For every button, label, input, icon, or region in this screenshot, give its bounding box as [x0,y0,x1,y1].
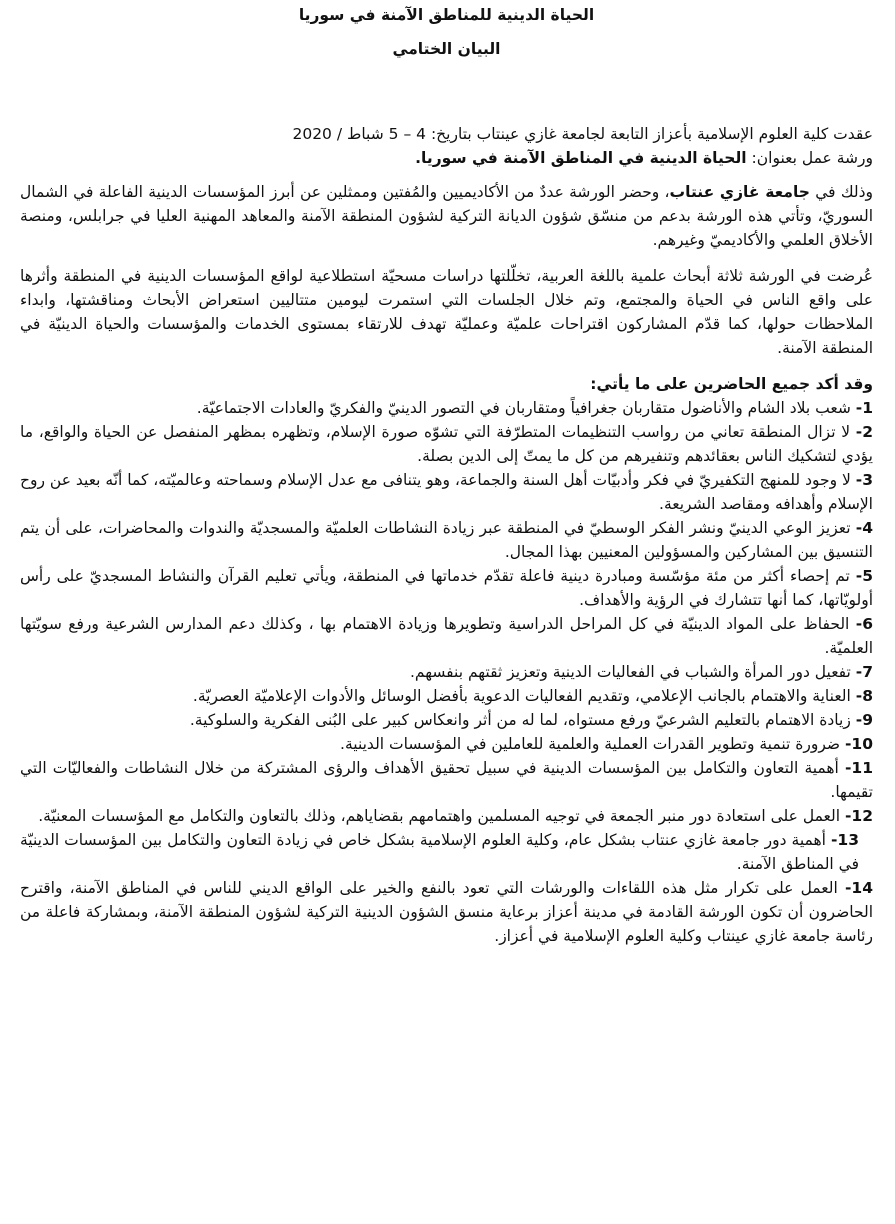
item-number: 1- [855,399,873,417]
item-number: 3- [855,471,873,489]
item-number: 6- [855,615,873,633]
item-number: 12- [844,807,873,825]
item-text: أهمية دور جامعة غازي عنتاب بشكل عام، وكلية العلوم الإسلامية بشكل خاص في زيادة التعاون والتكامل بين المؤسسات الدينيّة في المناطق الآمنة. [20,831,859,873]
list-item [20,804,873,828]
item-text: تعزيز الوعي الدينيّ ونشر الفكر الوسطيّ في المنطقة عبر زيادة النشاطات العلميّة والمسجديّة والندوات والمحاضرات، على أن يتم التنسيق بين المشاركين والمسؤولين المعنيين بهذا المجال. [20,519,873,561]
list-item [20,564,873,612]
document-title: الحياة الدينية للمناطق الآمنة في سوريا [298,6,595,24]
list-item [20,612,873,660]
item-number: 7- [855,663,873,681]
item-number: 8- [855,687,873,705]
list-item [20,684,873,708]
list-item [20,756,873,804]
item-text: ضرورة تنمية وتطوير القدرات العملية والعلمية للعاملين في المؤسسات الدينية. [340,735,845,753]
list-item [20,516,873,564]
item-number: 9- [855,711,873,729]
item-number: 13- [830,831,859,849]
item-text: الحفاظ على المواد الدينيّة في كل المراحل الدراسية وتطويرها وزيادة الاهتمام بها ، وكذلك دعم المدارس الشرعية ورفع سويّتها العلميّة. [20,615,873,657]
item-number: 2- [855,423,873,441]
recommendations-heading: وقد أكد جميع الحاضرين على ما يأتي: [590,375,873,393]
list-item [20,708,873,732]
paragraph-research: عُرضت في الورشة ثلاثة أبحاث علمية باللغة العربية، تخلّلتها دراسات مسحيّة استطلاعية لواقع المؤسسات الدينية في المنطقة وأثرها على واقع الناس في الحياة والمجتمع، وتم خلال الجلسات التي استمرت ليومين متتاليين استعراض الأبحاث ومناقشتها، وابداء الملاحظات حولها، كما قدّم المشاركون اقتراحات علميّة وعمليّة تهدف للارتقاء بمستوى الخدمات والمؤسسات والحياة الدينيّة في المنطقة الآمنة. [20,267,873,357]
list-item [20,732,873,756]
paragraph-attendance-text: ، وحضر الورشة عددٌ من الأكاديميين والمُفتين وممثلين عن أبرز المؤسسات الدينية الفاعلة في الشمال السوريّ، وتأتي هذه الورشة بدعم من منسّق شؤون الديانة التركية لشؤون المنطقة الآمنة والمعاهد المهنية العليا في جرابلس، ومنصة الأخلاق العلمي والأكاديميّ وغيرهم. [20,183,873,249]
item-text: العمل على تكرار مثل هذه اللقاءات والورشات التي تعود بالنفع والخير على الواقع الديني للناس في المناطق الآمنة، واقترح الحاضرون أن تكون الورشة القادمة في مدينة أعزاز برعاية منسق الشؤون الدينية التركية لشؤون المنطقة الآمنة، وبمشاركة فاعلة من رئاسة جامعة غازي عينتاب وكلية العلوم الإسلامية في أعزاز. [20,879,873,945]
item-number: 4- [855,519,873,537]
intro-line-2 [20,146,873,170]
list-item [20,420,873,468]
item-text: أهمية التعاون والتكامل بين المؤسسات الدينية في سبيل تحقيق الأهداف والرؤى المشتركة من خلال النشاطات والفعاليّات التي تقيمها. [20,759,873,801]
item-number: 10- [844,735,873,753]
item-number: 11- [844,759,873,777]
list-item [20,468,873,516]
workshop-title: الحياة الدينية في المناطق الآمنة في سوريا. [415,149,747,167]
item-text: تم إحصاء أكثر من مئة مؤسّسة ومبادرة دينية فاعلة تقدّم خدماتها في المنطقة، ويأتي تعليم القرآن والنشاط المسجديّ على رأس أولويّاتها، كما أنها تتشارك في الرؤية والأهداف. [20,567,873,609]
intro-prefix: ورشة عمل بعنوان: [746,149,873,167]
item-number: 5- [855,567,873,585]
item-text: زيادة الاهتمام بالتعليم الشرعيّ ورفع مستواه، لما له من أثر وانعكاس كبير على البُنى الفكرية والسلوكية. [189,711,856,729]
recommendations-list [20,396,873,948]
item-text: تفعيل دور المرأة والشباب في الفعاليات الدينية وتعزيز ثقتهم بنفسهم. [409,663,856,681]
item-text: العناية والاهتمام بالجانب الإعلامي، وتقديم الفعاليات الدعوية بأفضل الوسائل والأدوات الإعلاميّة العصريّة. [192,687,856,705]
paragraph-attendance-prefix: وذلك في [809,183,873,201]
paragraph-attendance [20,180,873,252]
intro-line-1: عقدت كلية العلوم الإسلامية بأعزاز التابعة لجامعة غازي عينتاب بتاريخ: 4 – 5 شباط / 2020 [292,125,873,143]
list-item [20,660,873,684]
university-name: جامعة غازي عنتاب [669,183,810,201]
list-item [20,876,873,948]
document-subtitle: البيان الختامي [392,40,501,58]
item-text: لا وجود للمنهج التكفيريّ في فكر وأدبيّات أهل السنة والجماعة، وهو يتنافى مع عدل الإسلام وسماحته وعالميّته، كما أنّه بعيد عن روح الإسلام وأهدافه ومقاصد الشريعة. [20,471,873,513]
item-text: العمل على استعادة دور منبر الجمعة في توجيه المسلمين واهتمامهم بقضاياهم، وذلك بالتعاون والتكامل مع المؤسسات المعنيّة. [38,807,845,825]
item-text: لا تزال المنطقة تعاني من رواسب التنظيمات المتطرّفة التي تشوّه صورة الإسلام، وتظهره بمظهر المنفصل عن الحياة والواقع، ما يؤدي لتشكيك الناس بعقائدهم وتنفيرهم من كل ما يمتّ إلى الدين بصلة. [20,423,873,465]
list-item [20,828,873,876]
item-number: 14- [844,879,873,897]
list-item [20,396,873,420]
item-text: شعب بلاد الشام والأناضول متقاربان جغرافياً ومتقاربان في التصور الدينيّ والفكريّ والعادات الاجتماعيّة. [196,399,856,417]
